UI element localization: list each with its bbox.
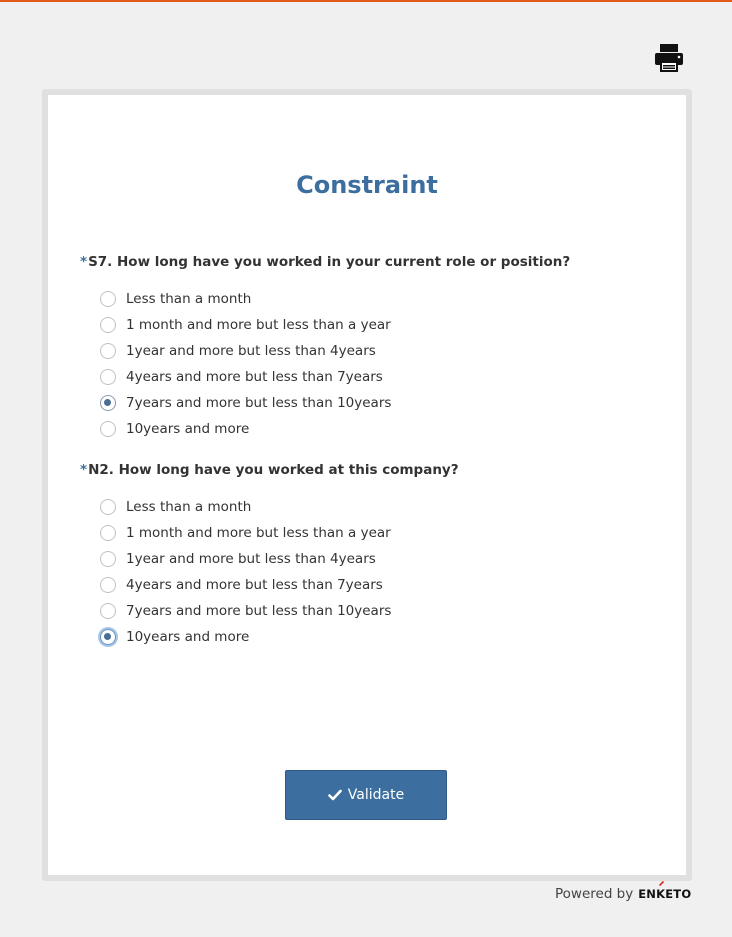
printer-icon <box>652 42 686 74</box>
option-label: Less than a month <box>126 499 252 515</box>
logo-accent-icon <box>659 881 664 886</box>
option-label: 10years and more <box>126 421 250 437</box>
radio-button[interactable] <box>100 291 116 307</box>
question-text: S7. How long have you worked in your current role or position? <box>88 254 571 270</box>
brand-text: ENKETO <box>638 887 692 901</box>
radio-option[interactable] <box>100 390 660 416</box>
option-label: 1 month and more but less than a year <box>126 525 391 541</box>
radio-option[interactable] <box>100 416 660 442</box>
question-label <box>80 252 660 272</box>
radio-button[interactable] <box>100 551 116 567</box>
option-label: 1year and more but less than 4years <box>126 343 376 359</box>
radio-option[interactable] <box>100 286 660 312</box>
question-n2 <box>80 460 660 650</box>
radio-option[interactable] <box>100 598 660 624</box>
option-label: 10years and more <box>126 629 250 645</box>
top-accent-bar <box>0 0 732 2</box>
radio-option[interactable] <box>100 338 660 364</box>
validate-button[interactable] <box>285 770 447 820</box>
question-s7 <box>80 252 660 442</box>
radio-option[interactable] <box>100 520 660 546</box>
radio-group <box>80 286 660 442</box>
enketo-logo-link[interactable] <box>638 887 691 901</box>
radio-option[interactable] <box>100 546 660 572</box>
checkmark-icon <box>328 789 342 801</box>
radio-button[interactable] <box>100 577 116 593</box>
print-button[interactable] <box>652 42 686 74</box>
radio-option[interactable] <box>100 364 660 390</box>
question-text: N2. How long have you worked at this company? <box>88 462 459 478</box>
option-label: 4years and more but less than 7years <box>126 369 383 385</box>
radio-option[interactable] <box>100 624 660 650</box>
form-card <box>42 89 692 881</box>
powered-by-text: Powered by <box>555 886 634 902</box>
radio-button[interactable] <box>100 421 116 437</box>
radio-button[interactable] <box>100 317 116 333</box>
required-marker: * <box>80 462 88 478</box>
radio-option[interactable] <box>100 312 660 338</box>
radio-button[interactable] <box>100 603 116 619</box>
radio-button-selected[interactable] <box>100 395 116 411</box>
radio-button[interactable] <box>100 343 116 359</box>
radio-button[interactable] <box>100 369 116 385</box>
radio-button[interactable] <box>100 525 116 541</box>
option-label: 1 month and more but less than a year <box>126 317 391 333</box>
form-title: Constraint <box>296 171 438 199</box>
option-label: 1year and more but less than 4years <box>126 551 376 567</box>
option-label: 7years and more but less than 10years <box>126 395 392 411</box>
radio-option[interactable] <box>100 494 660 520</box>
option-label: 7years and more but less than 10years <box>126 603 392 619</box>
option-label: 4years and more but less than 7years <box>126 577 383 593</box>
option-label: Less than a month <box>126 291 252 307</box>
radio-button[interactable] <box>100 499 116 515</box>
radio-group <box>80 494 660 650</box>
validate-label: Validate <box>347 787 405 803</box>
question-label <box>80 460 660 480</box>
radio-button-selected[interactable] <box>100 629 116 645</box>
powered-by-footer <box>555 884 691 904</box>
required-marker: * <box>80 254 88 270</box>
radio-option[interactable] <box>100 572 660 598</box>
